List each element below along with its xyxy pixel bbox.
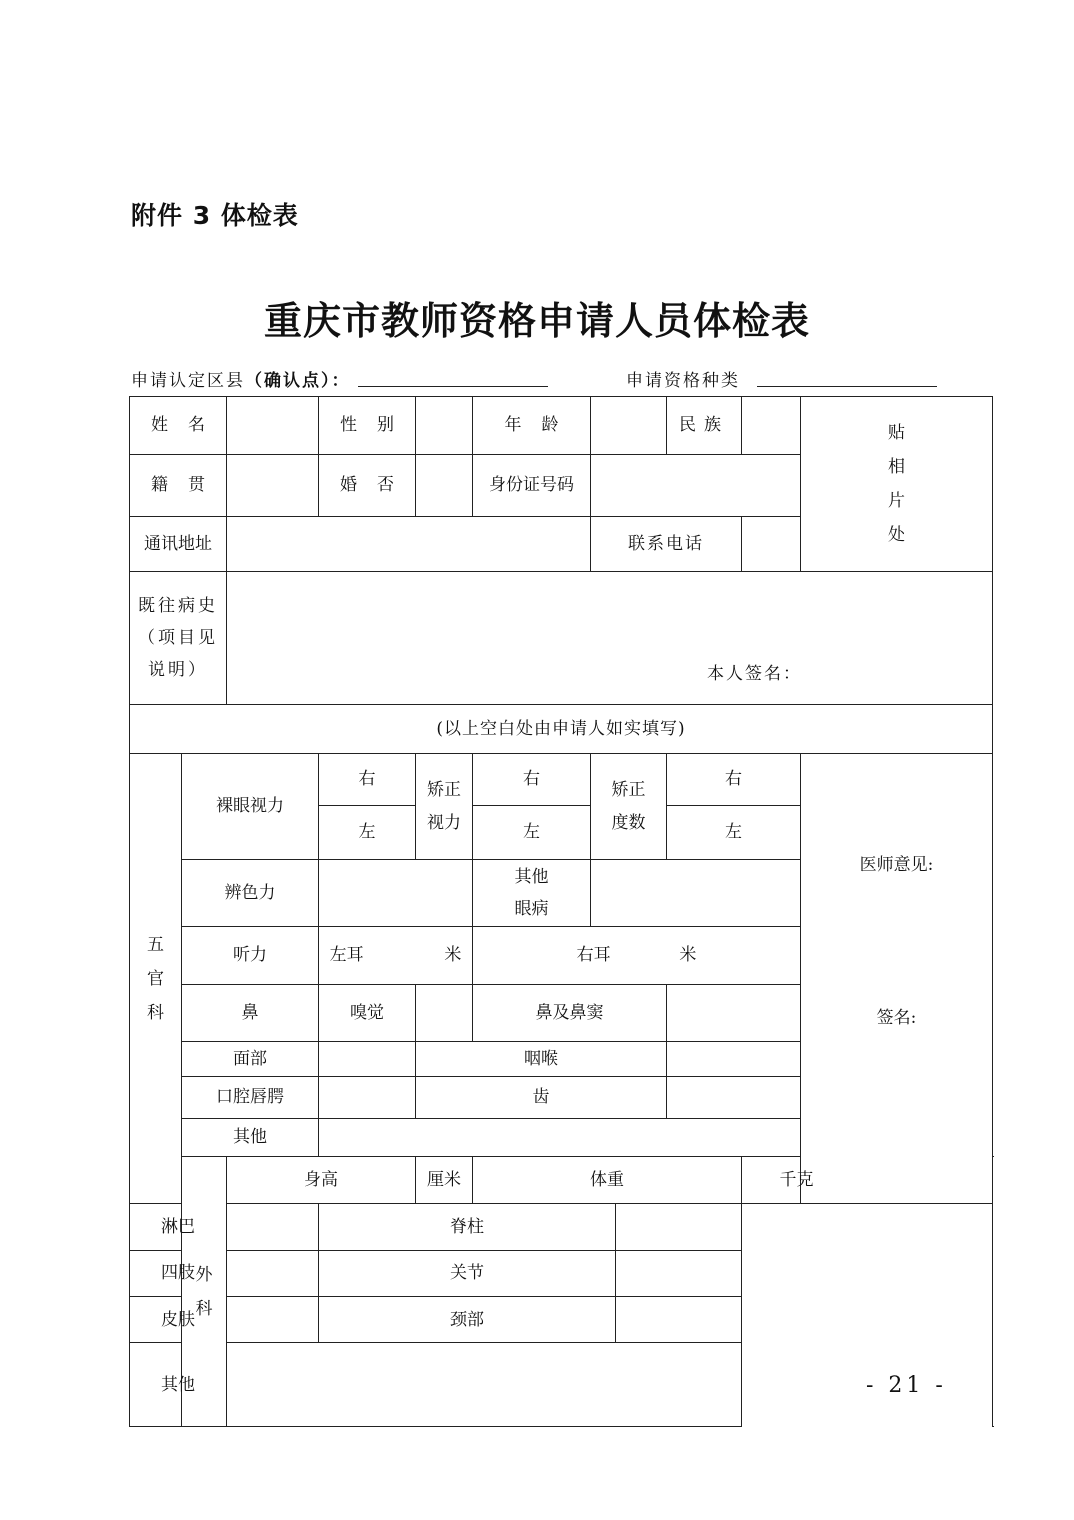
height-value[interactable] (416, 1157, 473, 1204)
weight-unit: 千克 (779, 1170, 814, 1191)
nose-label: 鼻 (182, 985, 319, 1042)
neck-value[interactable] (616, 1297, 742, 1343)
row-limbs (130, 1250, 993, 1296)
teeth-label: 齿 (416, 1077, 667, 1119)
face-label: 面部 (182, 1042, 319, 1077)
row-lymph (130, 1204, 993, 1250)
joints-label: 关节 (319, 1250, 616, 1296)
photo-char-3: 片 (888, 491, 905, 511)
naked-vision-label: 裸眼视力 (182, 754, 319, 860)
ent-other-label: 其他 (182, 1119, 319, 1157)
history-label (130, 572, 227, 705)
row-vision-right (130, 754, 993, 806)
right-ear-cell[interactable] (473, 927, 801, 985)
origin-label: 籍贯 (130, 455, 227, 517)
sinus-label: 鼻及鼻窦 (473, 985, 667, 1042)
naked-left-label: 左 (319, 806, 416, 860)
lymph-label: 淋巴 (130, 1204, 227, 1250)
photo-char-2: 相 (888, 457, 905, 477)
right-ear-label: 右耳 (576, 945, 611, 966)
phone-label: 联系电话 (591, 517, 742, 572)
corrected-vision-label (416, 754, 473, 860)
left-ear-label: 左耳 (329, 945, 364, 966)
height-label: 身高 (227, 1157, 416, 1204)
history-line-1: 既往病史 (138, 595, 218, 616)
type-label: 申请资格种类 (626, 371, 740, 391)
other-eye-line-2: 眼病 (514, 899, 549, 919)
name-label: 姓名 (130, 397, 227, 455)
corrected-degree-line-2: 度数 (611, 812, 646, 833)
history-line-3: 说明） (148, 660, 208, 681)
type-input-line[interactable] (757, 386, 937, 387)
smell-value[interactable] (416, 985, 473, 1042)
surgery-char-2: 科 (195, 1298, 213, 1319)
district-input-line[interactable] (358, 386, 548, 387)
left-ear-cell[interactable] (319, 927, 473, 985)
page-number: - 21 - (866, 1373, 947, 1398)
corrected-degree-line-1: 矫正 (611, 780, 646, 801)
ethnicity-label: 民族 (667, 397, 742, 455)
other-eye-value[interactable] (591, 860, 801, 927)
row-skin (130, 1297, 993, 1343)
marital-label: 婚否 (319, 455, 416, 517)
row-history (130, 572, 993, 705)
age-value[interactable] (591, 397, 667, 455)
surgery-other-label: 其他 (130, 1343, 227, 1427)
surgery-char-1: 外 (195, 1264, 213, 1285)
ethnicity-value[interactable] (742, 397, 801, 455)
weight-value[interactable] (742, 1157, 826, 1204)
age-label: 年龄 (473, 397, 591, 455)
degree-left-label: 左 (667, 806, 801, 860)
spine-value[interactable] (616, 1204, 742, 1250)
exam-table (129, 396, 993, 1427)
teeth-value[interactable] (667, 1077, 801, 1119)
other-eye-label (473, 860, 591, 927)
ent-char-1: 五 (147, 934, 164, 955)
right-ear-unit: 米 (679, 945, 697, 966)
skin-value[interactable] (227, 1297, 319, 1343)
other-eye-line-1: 其他 (514, 866, 549, 887)
color-vision-value[interactable] (319, 860, 473, 927)
sinus-value[interactable] (667, 985, 801, 1042)
self-signature-label: 本人签名： (707, 663, 802, 684)
joints-value[interactable] (616, 1250, 742, 1296)
mouth-label: 口腔唇腭 (182, 1077, 319, 1119)
mouth-value[interactable] (319, 1077, 416, 1119)
district-label: 申请认定区县 (131, 371, 245, 391)
weight-label: 体重 (473, 1157, 742, 1204)
gender-label: 性别 (319, 397, 416, 455)
gender-value[interactable] (416, 397, 473, 455)
face-value[interactable] (319, 1042, 416, 1077)
row-surgery-other (130, 1343, 993, 1427)
corrected-vision-line-2: 视力 (427, 812, 461, 833)
skin-label: 皮肤 (130, 1297, 227, 1343)
throat-value[interactable] (667, 1042, 801, 1077)
ent-char-3: 科 (147, 1002, 164, 1023)
district-field-label (131, 366, 351, 391)
name-value[interactable] (227, 397, 319, 455)
marital-value[interactable] (416, 455, 473, 517)
photo-char-4: 处 (888, 525, 905, 545)
lymph-value[interactable] (227, 1204, 319, 1250)
left-ear-unit: 米 (444, 945, 462, 966)
address-value[interactable] (227, 517, 591, 572)
ent-section-label (130, 754, 182, 1204)
ent-doctor-sign: 签名: (876, 1008, 917, 1029)
limbs-label: 四肢 (130, 1250, 227, 1296)
form-title: 重庆市教师资格申请人员体检表 (263, 298, 810, 343)
height-unit: 厘米 (427, 1170, 461, 1191)
spine-label: 脊柱 (319, 1204, 616, 1250)
photo-area (801, 397, 993, 572)
origin-value[interactable] (227, 455, 319, 517)
corrected-vision-line-1: 矫正 (427, 780, 461, 801)
color-vision-label: 辨色力 (182, 860, 319, 927)
naked-right-label: 右 (319, 754, 416, 806)
id-number-label: 身份证号码 (473, 455, 591, 517)
corrected-degree-label (591, 754, 667, 860)
history-line-2: （项目见 (138, 627, 218, 648)
ent-doctor-opinion: 医师意见: (859, 855, 934, 875)
id-number-value[interactable] (591, 455, 801, 517)
history-value[interactable] (227, 572, 993, 705)
ent-other-value[interactable] (319, 1119, 801, 1157)
applicant-note: (以上空白处由申请人如实填写) (130, 705, 993, 754)
address-label: 通讯地址 (130, 517, 227, 572)
attachment-label: 附件 3 体检表 (131, 201, 299, 230)
limbs-value[interactable] (227, 1250, 319, 1296)
smell-label: 嗅觉 (319, 985, 416, 1042)
neck-label: 颈部 (319, 1297, 616, 1343)
photo-char-1: 贴 (888, 423, 905, 443)
corrected-right-label: 右 (473, 754, 591, 806)
row-basic-1 (130, 397, 993, 455)
degree-right-label: 右 (667, 754, 801, 806)
district-note: （确认点）： (245, 371, 351, 391)
ent-doctor-area[interactable] (801, 754, 993, 1204)
surgery-other-value[interactable] (227, 1343, 742, 1427)
row-note (130, 705, 993, 754)
throat-label: 咽喉 (416, 1042, 667, 1077)
ent-char-2: 官 (147, 968, 164, 989)
phone-value[interactable] (742, 517, 801, 572)
hearing-label: 听力 (182, 927, 319, 985)
corrected-left-label: 左 (473, 806, 591, 860)
